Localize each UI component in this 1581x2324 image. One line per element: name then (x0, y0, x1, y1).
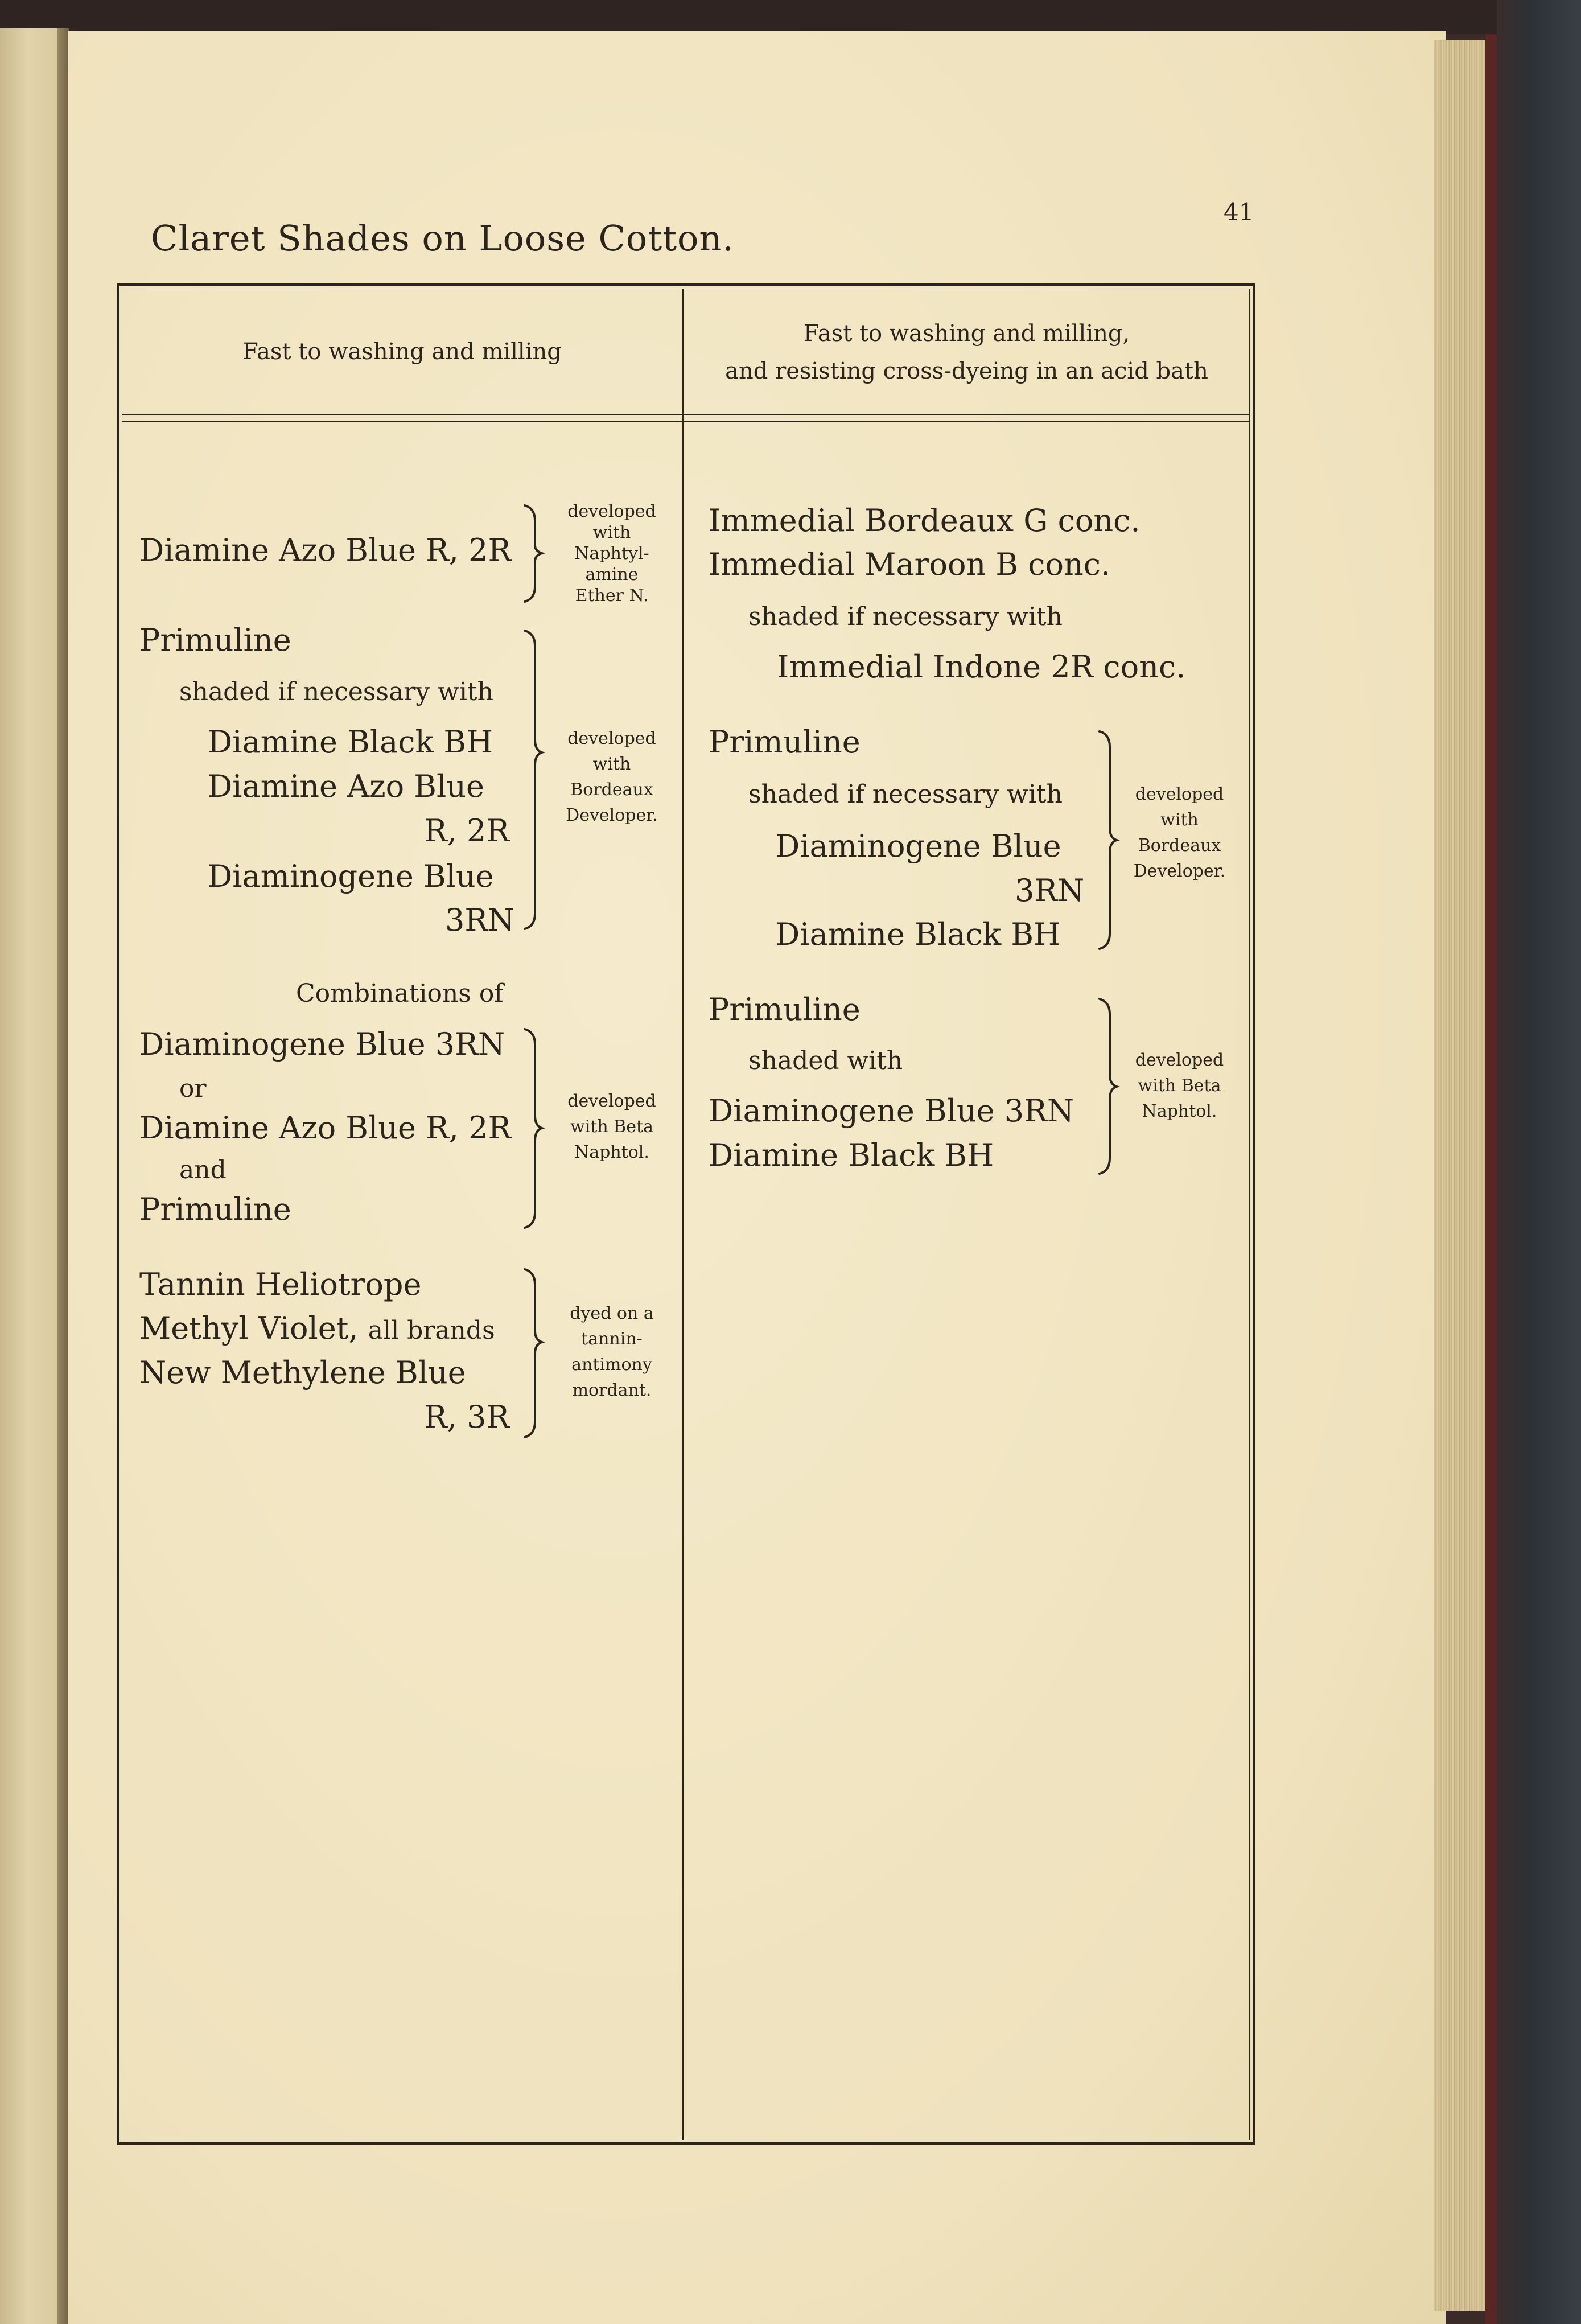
right-g3-line4: Diamine Black BH (709, 1137, 994, 1173)
left-g3-line2: or (179, 1074, 207, 1103)
left-g4-line3: New Methylene Blue (139, 1355, 466, 1391)
page-number: 41 (1224, 198, 1254, 226)
brace-right-g2 (1100, 731, 1117, 949)
left-g3-line5: Primuline (139, 1191, 291, 1227)
right-g3-line1: Primuline (709, 992, 861, 1027)
right-g1-line1: Immedial Bordeaux G conc. (709, 503, 1141, 538)
right-g3-line2: shaded with (748, 1046, 903, 1075)
brace-right-g3 (1100, 999, 1117, 1174)
left-g2-line6: Diaminogene Blue (208, 858, 494, 894)
page-title: Claret Shades on Loose Cotton. (151, 217, 735, 259)
left-g2-line5: R, 2R (424, 813, 510, 849)
brace-left-g2 (525, 631, 542, 929)
left-g4-line1: Tannin Heliotrope (139, 1266, 422, 1302)
left-g3-note: developed with Beta Naphtol. (567, 1091, 656, 1162)
left-g1-note: developed with Naphtyl- amine Ether N. (567, 501, 656, 606)
right-g2-line1: Primuline (709, 724, 861, 760)
right-g2-line5: Diamine Black BH (775, 916, 1061, 952)
left-g4-line4: R, 3R (424, 1399, 510, 1435)
left-g4-note: dyed on a tannin- antimony mordant. (570, 1303, 654, 1400)
left-g2-line3: Diamine Black BH (208, 724, 493, 760)
right-g3-note: developed with Beta Naphtol. (1135, 1050, 1224, 1121)
left-g3-line4: and (179, 1155, 227, 1184)
right-g3-line3: Diaminogene Blue 3RN (709, 1093, 1074, 1129)
left-g2-line1: Primuline (139, 622, 291, 658)
right-g1-line3: shaded if necessary with (748, 602, 1063, 631)
left-g3-line3: Diamine Azo Blue R, 2R (139, 1110, 512, 1146)
left-g2-line4: Diamine Azo Blue (208, 768, 484, 804)
right-g1-line4: Immedial Indone 2R conc. (777, 649, 1186, 685)
left-g3-heading: Combinations of (296, 979, 504, 1008)
left-g4-line2: Methyl Violet, all brands (139, 1310, 495, 1346)
brace-left-g4 (525, 1269, 542, 1437)
left-g2-line2: shaded if necessary with (179, 677, 493, 706)
header-right-line2: and resisting cross-dyeing in an acid bath (725, 358, 1208, 384)
left-g2-line7: 3RN (445, 902, 515, 938)
left-g3-line1: Diaminogene Blue 3RN (139, 1026, 505, 1062)
right-g1-line2: Immedial Maroon B conc. (709, 546, 1111, 582)
right-g2-line4: 3RN (1015, 873, 1085, 908)
header-left: Fast to washing and milling (242, 339, 562, 365)
right-g2-note: developed with Bordeaux Developer. (1133, 784, 1226, 881)
brace-left-g3 (525, 1029, 542, 1228)
right-g2-line2: shaded if necessary with (748, 780, 1063, 809)
right-g2-line3: Diaminogene Blue (775, 828, 1061, 864)
brace-left-g1 (525, 505, 542, 602)
left-g1-line1: Diamine Azo Blue R, 2R (139, 532, 512, 568)
header-right-line1: Fast to washing and milling, (803, 320, 1130, 347)
left-g2-note: developed with Bordeaux Developer. (566, 729, 658, 825)
